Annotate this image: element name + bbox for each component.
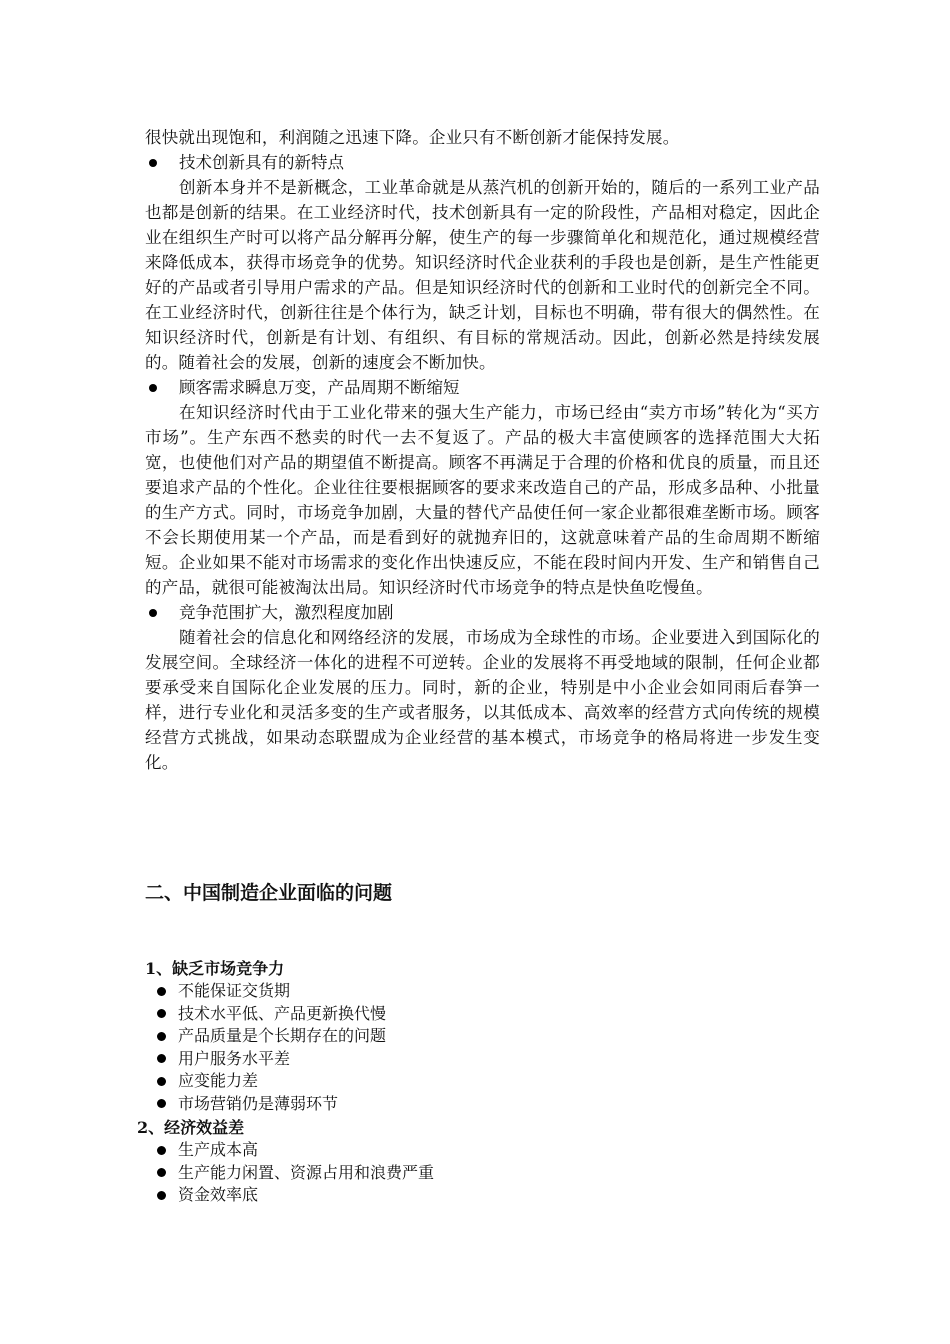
bullet-icon (157, 1077, 166, 1086)
list-item (157, 1070, 386, 1093)
list-item (157, 1184, 434, 1207)
list-item-label: 生产成本高 (178, 1140, 259, 1159)
bullet-icon (157, 1146, 166, 1155)
list-item-label: 产品质量是个长期存在的问题 (178, 1026, 387, 1045)
bullet-icon (157, 987, 166, 996)
list-item (157, 1162, 434, 1185)
list-item-label: 应变能力差 (178, 1071, 259, 1090)
list-item-label: 不能保证交货期 (178, 981, 291, 1000)
bullet-icon (149, 384, 157, 392)
section-heading-competition (145, 600, 820, 625)
section-heading-label: 竞争范围扩大，激烈程度加剧 (179, 603, 394, 622)
list-item (157, 1139, 434, 1162)
list-item (157, 980, 386, 1003)
list-item-label: 用户服务水平差 (178, 1048, 291, 1068)
list-title: 1、缺乏市场竞争力 (145, 959, 285, 978)
section-heading-demand (145, 375, 820, 400)
section-heading-label: 技术创新具有的新特点 (179, 153, 344, 172)
paragraph-demand: 在知识经济时代由于工业化带来的强大生产能力，市场已经由“卖方市场”转化为“买方市场”。生产东西不愁卖的时代一去不复返了。产品的极大丰富使顾客的选择范围大大拓宽，也使他们对产品的期望值不断提高。顾客不再满足于合理的价格和优良的质量，而且还要追求产品的个性化。企业往往要根据顾客的要求来改造自己的产品，形成多品种、小批量的生产方式。同时，市场竞争加剧，大量的替代产品使任何一家企业都很难垄断市场。顾客不会长期使用某一个产品，而是看到好的就抛弃旧的，这就意味着产品的生命周期不断缩短。企业如果不能对市场需求的变化作出快速反应，不能在段时间内开发、生产和销售自己的产品，就很可能被淘汰出局。知识经济时代市场竞争的特点是快鱼吃慢鱼。 (145, 403, 820, 597)
bullet-icon (157, 1099, 166, 1108)
list-title: 2、经济效益差 (137, 1118, 245, 1137)
body-text (145, 125, 820, 775)
section-title-problems: 二、中国制造企业面临的问题 (145, 882, 393, 904)
bullet-icon (157, 1191, 166, 1200)
intro-line: 很快就出现饱和，利润随之迅速下降。企业只有不断创新才能保持发展。 (145, 128, 680, 147)
section-heading-innovation (145, 150, 820, 175)
paragraph-competition: 随着社会的信息化和网络经济的发展，市场成为全球性的市场。企业要进入到国际化的发展空间。全球经济一体化的进程不可逆转。企业的发展将不再受地域的限制，任何企业都要承受来自国际化企业发展的压力。同时，新的企业，特别是中小企业会如同雨后春笋一样，进行专业化和灵活多变的生产或者服务，以其低成本、高效率的经营方式向传统的规模经营方式挑战，如果动态联盟成为企业经营的基本模式，市场竞争的格局将进一步发生变化。 (145, 628, 820, 772)
list-item-label: 市场营销仍是薄弱环节 (178, 1093, 339, 1113)
list-item-label: 生产能力闲置、资源占用和浪费严重 (178, 1162, 435, 1182)
bullet-icon (157, 1054, 166, 1063)
list-item-label: 资金效率底 (178, 1185, 259, 1204)
list-item (157, 1048, 386, 1071)
bullet-icon (157, 1032, 166, 1041)
bullet-icon (157, 1009, 166, 1018)
list-item (157, 1025, 386, 1048)
list-item-label: 技术水平低、产品更新换代慢 (178, 1003, 387, 1023)
list-competitiveness (145, 958, 386, 1115)
list-item (157, 1003, 386, 1026)
bullet-icon (157, 1168, 166, 1177)
paragraph-innovation: 创新本身并不是新概念，工业革命就是从蒸汽机的创新开始的，随后的一系列工业产品也都是创新的结果。在工业经济时代，技术创新具有一定的阶段性，产品相对稳定，因此企业在组织生产时可以将产品分解再分解，使生产的每一步骤简单化和规范化，通过规模经营来降低成本，获得市场竞争的优势。知识经济时代企业获利的手段也是创新，是生产性能更好的产品或者引导用户需求的产品。但是知识经济时代的创新和工业时代的创新完全不同。在工业经济时代，创新往往是个体行为，缺乏计划，目标也不明确，带有很大的偶然性。在知识经济时代，创新是有计划、有组织、有目标的常规活动。因此，创新必然是持续发展的。随着社会的发展，创新的速度会不断加快。 (145, 178, 820, 372)
bullet-icon (149, 159, 157, 167)
bullet-icon (149, 609, 157, 617)
section-heading-label: 顾客需求瞬息万变，产品周期不断缩短 (179, 378, 460, 397)
list-efficiency (137, 1117, 434, 1207)
list-item (157, 1093, 386, 1116)
